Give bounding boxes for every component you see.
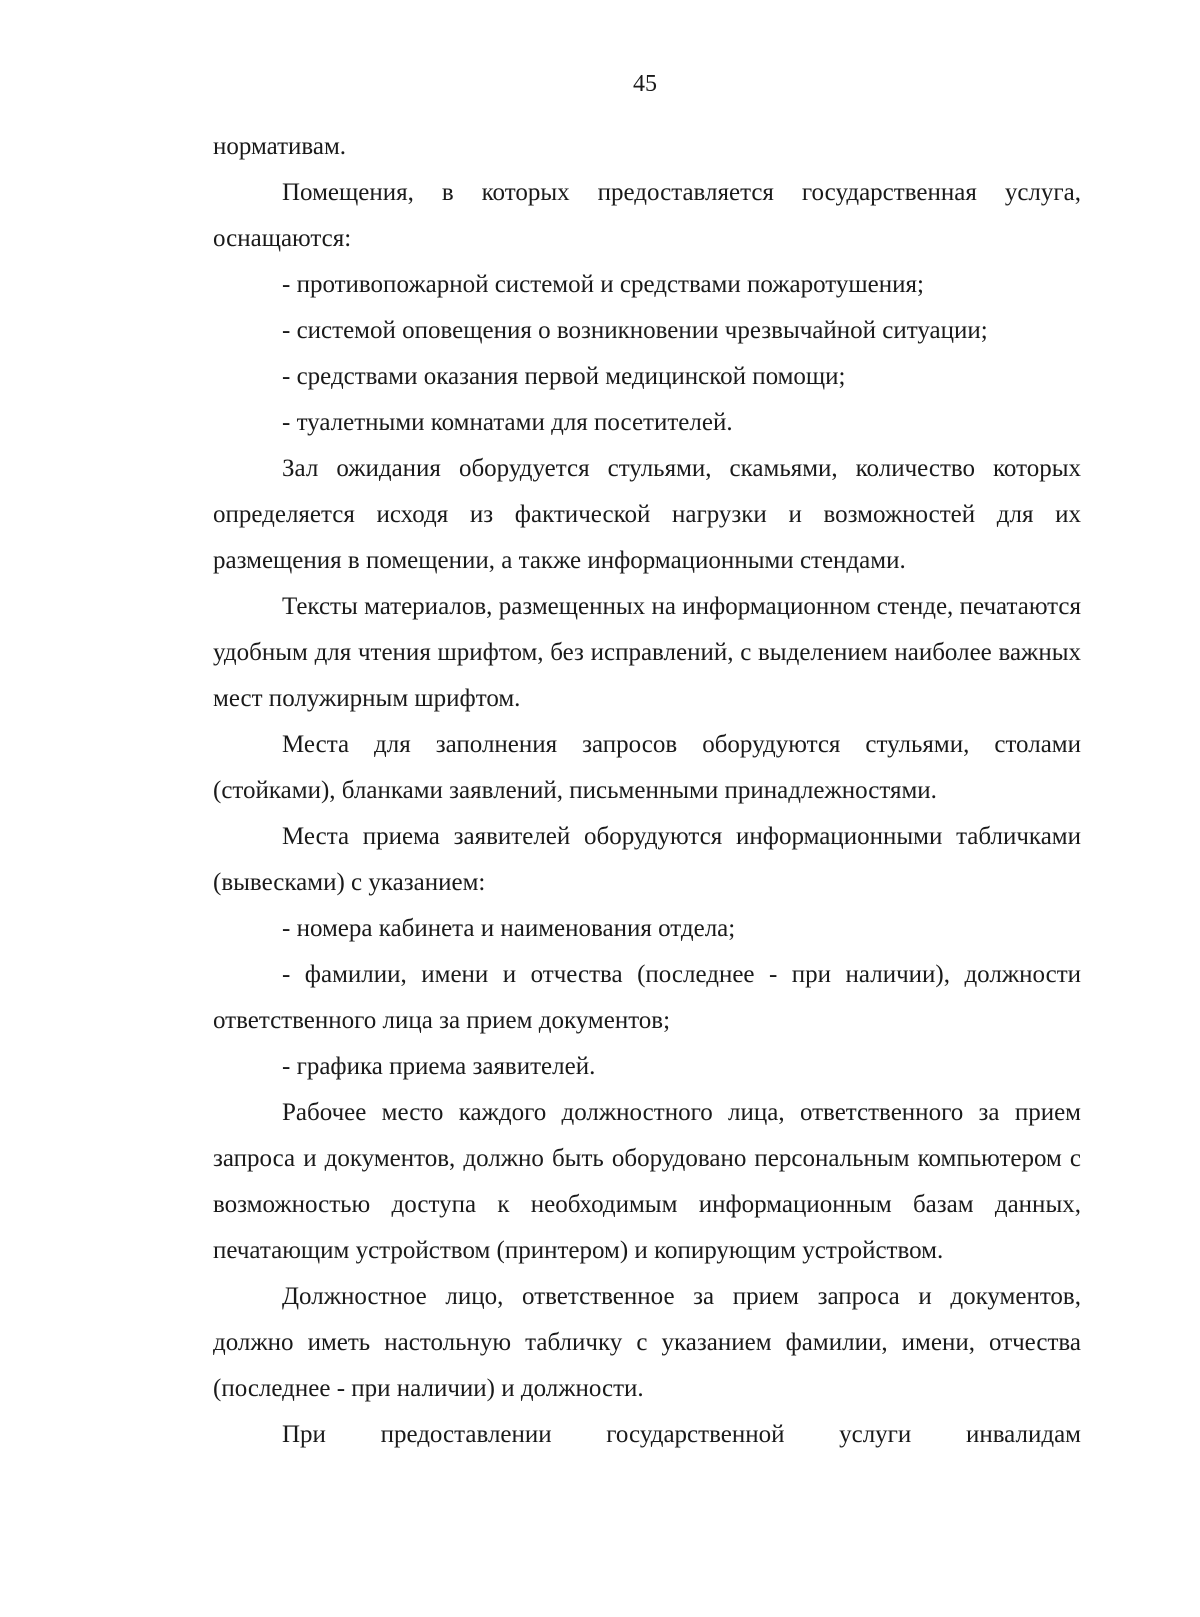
list-item-reception-schedule: - графика приема заявителей. <box>282 1053 596 1080</box>
paragraph-desk-sign: Должностное лицо, ответственное за прием запроса и документов, должно иметь настольную табличку с указанием фамилии, имени, отчества (последнее - при наличии) и должности. <box>213 1283 1081 1402</box>
paragraph-workplace: Рабочее место каждого должностного лица, ответственного за прием запроса и документов, должно быть оборудовано персональным компьютером с возможностью доступа к необходимым информационным базам данных, печатающим устройством (принтером) и копирующим устройством. <box>213 1099 1081 1264</box>
paragraph-continuation: нормативам. <box>213 133 347 160</box>
page-number: 45 <box>633 71 657 97</box>
paragraph-waiting-room: Зал ожидания оборудуется стульями, скамьями, количество которых определяется исходя из фактической нагрузки и возможностей для их размещения в помещении, а также информационными стендами. <box>213 455 1081 574</box>
list-item-fire-system: - противопожарной системой и средствами пожаротушения; <box>282 271 924 298</box>
list-item-emergency-alert: - системой оповещения о возникновении чрезвычайной ситуации; <box>282 317 988 344</box>
paragraph-reception-places: Места приема заявителей оборудуются информационными табличками (вывесками) с указанием: <box>213 823 1081 896</box>
list-item-first-aid: - средствами оказания первой медицинской помощи; <box>282 363 846 390</box>
list-item-room-number: - номера кабинета и наименования отдела; <box>282 915 736 942</box>
paragraph-request-filling-places: Места для заполнения запросов оборудуются стульями, столами (стойками), бланками заявлений, письменными принадлежностями. <box>213 731 1081 804</box>
paragraph-info-stand-texts: Тексты материалов, размещенных на информационном стенде, печатаются удобным для чтения шрифтом, без исправлений, с выделением наиболее важных мест полужирным шрифтом. <box>213 593 1081 712</box>
list-item-restrooms: - туалетными комнатами для посетителей. <box>282 409 733 436</box>
list-item-responsible-person: - фамилии, имени и отчества (последнее - при наличии), должности ответственного лица за прием документов; <box>213 961 1081 1034</box>
paragraph-premises-equipment: Помещения, в которых предоставляется государственная услуга, оснащаются: <box>213 179 1081 252</box>
document-body <box>213 124 1081 1458</box>
paragraph-disabled-persons: При предоставлении государственной услуги инвалидам <box>282 1421 1081 1448</box>
